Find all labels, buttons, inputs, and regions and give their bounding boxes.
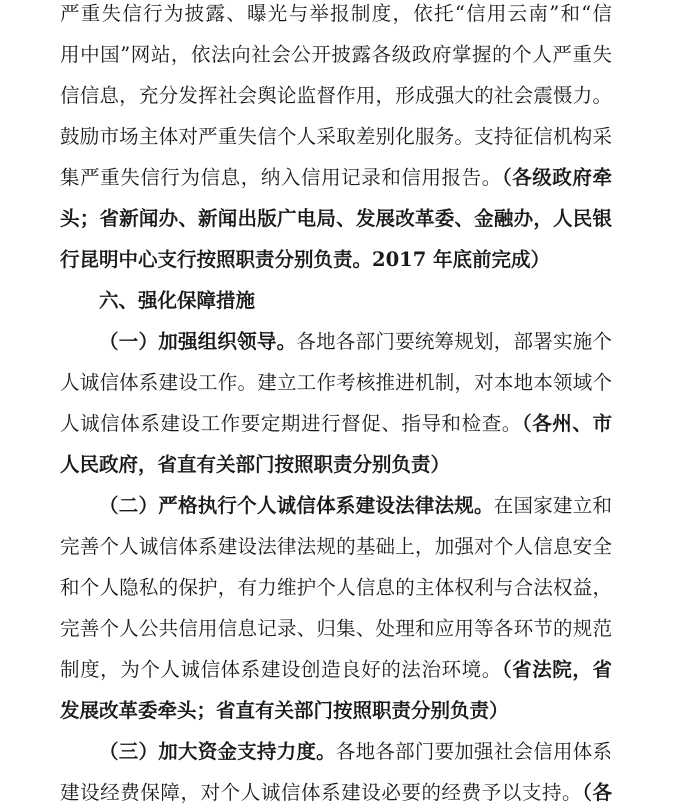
text-segment: 各地各部门要加强社会信用体系 — [335, 740, 612, 763]
text-segment-bold: 头；省新闻办、新闻出版广电局、发展改革委、金融办，人民银 — [60, 207, 612, 230]
text-line-6 — [60, 207, 612, 231]
text-line-20 — [60, 781, 612, 805]
text-segment-bold: 发展改革委牵头；省直有关部门按照职责分别负责） — [60, 699, 509, 722]
text-line-7 — [60, 248, 612, 272]
section-heading-text: 六、强化保障措施 — [99, 289, 256, 312]
text-line-3 — [60, 84, 612, 108]
text-line-11 — [60, 412, 612, 436]
text-segment: 用中国”网站，依法向社会公开披露各级政府掌握的个人严重失 — [60, 43, 612, 66]
text-line-2 — [60, 43, 612, 67]
text-line-18 — [60, 699, 612, 723]
text-segment: 严重失信行为披露、曝光与举报制度，依托“信用云南”和“信 — [60, 2, 612, 25]
subsection-title: （二）严格执行个人诚信体系建设法律法规。 — [99, 494, 494, 517]
text-segment: 鼓励市场主体对严重失信个人采取差别化服务。支持征信机构采 — [60, 125, 612, 148]
text-segment-bold: 行昆明中心支行按照职责分别负责。2017 年底前完成） — [60, 248, 551, 271]
text-line-9 — [99, 330, 612, 354]
text-segment-bold: 人民政府，省直有关部门按照职责分别负责） — [60, 453, 451, 476]
text-line-16 — [60, 617, 612, 641]
text-segment: 和个人隐私的保护，有力维护个人信息的主体权利与合法权益， — [60, 576, 612, 599]
subsection-title: （一）加强组织领导。 — [99, 330, 297, 353]
text-segment: 人诚信体系建设工作。建立工作考核推进机制，对本地本领域个 — [60, 371, 612, 394]
text-segment: 完善个人诚信体系建设法律法规的基础上，加强对个人信息安全 — [60, 535, 612, 558]
section-heading — [99, 289, 612, 313]
text-segment: 在国家建立和 — [493, 494, 612, 517]
text-line-4 — [60, 125, 612, 149]
text-segment: 制度，为个人诚信体系建设创造良好的法治环境。 — [60, 658, 502, 681]
text-line-17 — [60, 658, 612, 682]
text-segment: 集严重失信行为信息，纳入信用记录和信用报告。 — [60, 166, 502, 189]
text-segment: 完善个人公共信用信息记录、归集、处理和应用等各环节的规范 — [60, 617, 612, 640]
text-segment-bold: （各州、市 — [521, 412, 612, 435]
text-segment: 各地各部门要统筹规划，部署实施个 — [296, 330, 612, 353]
text-line-19 — [99, 740, 612, 764]
text-segment: 信信息，充分发挥社会舆论监督作用，形成强大的社会震慑力。 — [60, 84, 612, 107]
text-segment-bold: （各 — [582, 781, 612, 804]
text-segment-bold: （省法院，省 — [501, 658, 612, 681]
text-segment: 建设经费保障，对个人诚信体系建设必要的经费予以支持。 — [60, 781, 583, 804]
text-line-15 — [60, 576, 612, 600]
text-segment: 人诚信体系建设工作要定期进行督促、指导和检查。 — [60, 412, 522, 435]
text-line-10 — [60, 371, 612, 395]
text-segment-bold: （各级政府牵 — [501, 166, 612, 189]
text-line-5 — [60, 166, 612, 190]
text-line-1 — [60, 2, 612, 26]
text-line-12 — [60, 453, 612, 477]
text-line-13 — [99, 494, 612, 518]
subsection-title: （三）加大资金支持力度。 — [99, 740, 336, 763]
text-line-14 — [60, 535, 612, 559]
